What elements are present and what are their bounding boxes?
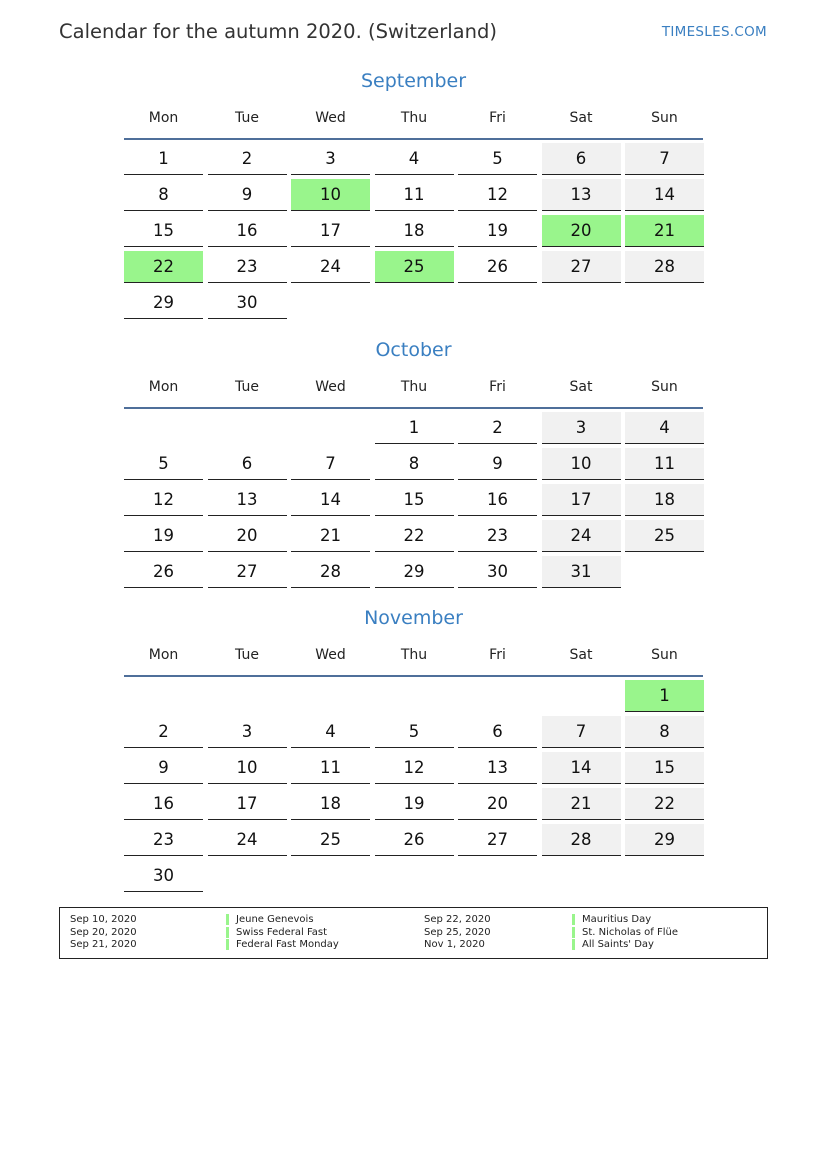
day-cell: 11 [375,179,454,211]
day-cell: 27 [542,251,621,283]
holiday-day-cell: 25 [375,251,454,283]
legend-holiday-name: All Saints' Day [572,939,654,950]
day-cell: 4 [375,143,454,175]
day-cell: 18 [375,215,454,247]
weekday-label: Thu [400,110,428,126]
day-cell: 7 [542,716,621,748]
day-cell: 17 [542,484,621,516]
day-cell: 4 [625,412,704,444]
day-cell: 12 [124,484,203,516]
month-title: November [364,607,463,629]
day-cell: 6 [542,143,621,175]
day-cell: 6 [458,716,537,748]
day-cell: 5 [458,143,537,175]
day-cell: 28 [542,824,621,856]
day-cell: 2 [458,412,537,444]
holiday-day-cell: 20 [542,215,621,247]
weekday-label: Tue [235,379,259,395]
day-cell: 12 [375,752,454,784]
month-title: September [360,70,467,92]
weekday-label: Sun [651,379,678,395]
day-cell: 26 [458,251,537,283]
weekday-label: Tue [235,110,259,126]
day-cell: 30 [208,287,287,319]
day-cell: 13 [458,752,537,784]
day-cell: 12 [458,179,537,211]
day-cell: 29 [625,824,704,856]
day-cell: 11 [291,752,370,784]
legend-holiday-name: Mauritius Day [572,914,651,925]
weekday-label: Sun [651,110,678,126]
day-cell: 30 [458,556,537,588]
day-cell: 22 [375,520,454,552]
day-cell: 3 [542,412,621,444]
day-cell: 29 [375,556,454,588]
day-cell: 31 [542,556,621,588]
day-cell: 11 [625,448,704,480]
day-cell: 15 [625,752,704,784]
legend-date: Sep 25, 2020 [424,926,491,938]
legend-holiday-name: St. Nicholas of Flüe [572,927,678,938]
day-cell: 22 [625,788,704,820]
day-cell: 14 [625,179,704,211]
weekday-label: Wed [315,379,346,395]
day-cell: 1 [375,412,454,444]
day-cell: 8 [124,179,203,211]
holiday-day-cell: 1 [625,680,704,712]
weekday-label: Fri [489,647,506,663]
legend-date: Sep 21, 2020 [70,939,137,950]
legend-date: Sep 20, 2020 [70,926,137,938]
day-cell: 2 [208,143,287,175]
day-cell: 27 [458,824,537,856]
weekday-label: Mon [148,379,179,395]
day-cell: 10 [208,752,287,784]
day-cell: 25 [625,520,704,552]
day-cell: 15 [124,215,203,247]
day-cell: 6 [208,448,287,480]
weekday-label: Wed [315,647,346,663]
weekday-label: Fri [489,110,506,126]
day-cell: 21 [542,788,621,820]
day-cell: 23 [458,520,537,552]
month-title: October [375,339,452,361]
page-title: Calendar for the autumn 2020. (Switzerland) [59,20,497,43]
day-cell: 19 [124,520,203,552]
weekday-label: Tue [235,647,259,663]
weekday-header [124,647,703,677]
day-cell: 25 [291,824,370,856]
legend-holiday-name: Federal Fast Monday [226,939,339,950]
day-cell: 2 [124,716,203,748]
legend-holiday-name: Jeune Genevois [226,914,314,925]
day-cell: 28 [625,251,704,283]
day-cell: 27 [208,556,287,588]
day-cell: 5 [375,716,454,748]
day-cell: 18 [625,484,704,516]
day-cell: 8 [375,448,454,480]
day-cell: 7 [625,143,704,175]
day-cell: 23 [208,251,287,283]
legend-date: Sep 10, 2020 [70,914,137,925]
day-cell: 19 [375,788,454,820]
holiday-day-cell: 10 [291,179,370,211]
day-cell: 16 [458,484,537,516]
weekday-label: Sat [569,647,593,663]
weekday-label: Fri [489,379,506,395]
day-cell: 29 [124,287,203,319]
brand-link[interactable]: TIMESLES.COM [661,24,767,40]
day-cell: 13 [542,179,621,211]
day-cell: 9 [458,448,537,480]
holiday-legend [59,907,768,959]
day-cell: 19 [458,215,537,247]
day-cell: 5 [124,448,203,480]
day-cell: 3 [291,143,370,175]
day-cell: 4 [291,716,370,748]
weekday-label: Sat [569,110,593,126]
day-cell: 26 [124,556,203,588]
day-cell: 14 [291,484,370,516]
day-cell: 9 [208,179,287,211]
day-cell: 7 [291,448,370,480]
weekday-label: Thu [400,647,428,663]
weekday-label: Mon [148,110,179,126]
weekday-header [124,379,703,409]
day-cell: 16 [124,788,203,820]
day-cell: 10 [542,448,621,480]
weekday-header [124,110,703,140]
day-cell: 9 [124,752,203,784]
day-cell: 8 [625,716,704,748]
day-cell: 17 [208,788,287,820]
day-cell: 24 [208,824,287,856]
day-cell: 17 [291,215,370,247]
legend-date: Nov 1, 2020 [424,939,485,950]
day-cell: 15 [375,484,454,516]
weekday-label: Wed [315,110,346,126]
holiday-day-cell: 21 [625,215,704,247]
day-cell: 1 [124,143,203,175]
day-cell: 18 [291,788,370,820]
day-cell: 20 [458,788,537,820]
day-cell: 26 [375,824,454,856]
legend-date: Sep 22, 2020 [424,914,491,925]
day-cell: 24 [542,520,621,552]
weekday-label: Sun [651,647,678,663]
day-cell: 23 [124,824,203,856]
day-cell: 30 [124,860,203,892]
day-cell: 14 [542,752,621,784]
day-cell: 13 [208,484,287,516]
day-cell: 20 [208,520,287,552]
day-cell: 28 [291,556,370,588]
day-cell: 16 [208,215,287,247]
day-cell: 24 [291,251,370,283]
legend-holiday-name: Swiss Federal Fast [226,927,327,938]
weekday-label: Thu [400,379,428,395]
weekday-label: Sat [569,379,593,395]
holiday-day-cell: 22 [124,251,203,283]
weekday-label: Mon [148,647,179,663]
day-cell: 21 [291,520,370,552]
day-cell: 3 [208,716,287,748]
